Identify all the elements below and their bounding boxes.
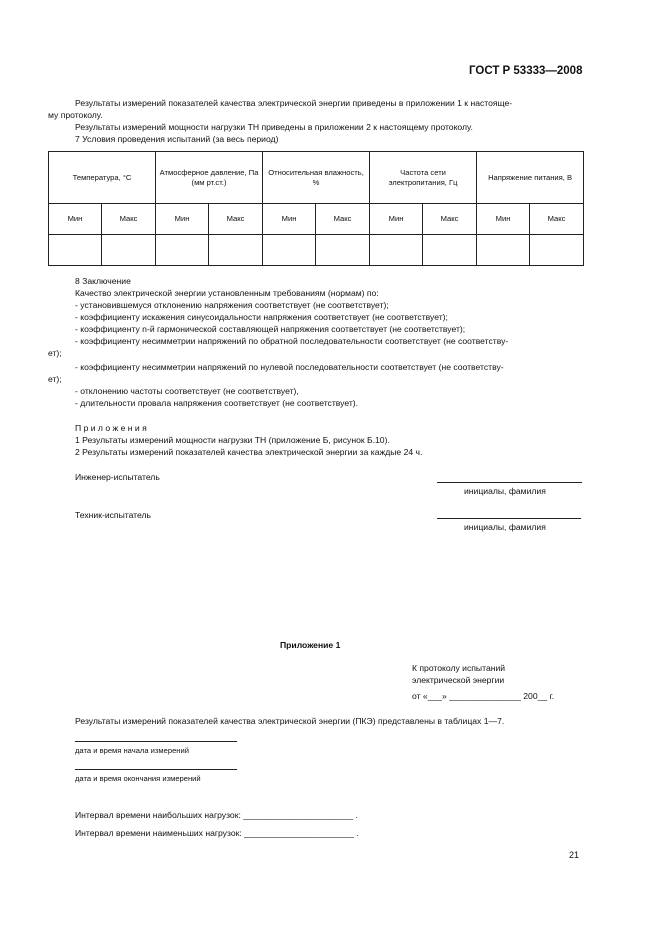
signature-role: Инженер-испытатель <box>75 472 160 482</box>
subheader-min: Мин <box>156 204 209 235</box>
max-load-interval: Интервал времени наибольших нагрузок: _______________________ . <box>75 810 358 820</box>
intro-line-1-cont: му протоколу. <box>48 110 103 120</box>
header-frequency: Частота сети электропитания, Гц <box>370 152 477 204</box>
table-header-row <box>49 152 584 204</box>
intro-line-2: Результаты измерений мощности нагрузки ТН приведены в приложении 2 к настоящему протоколу. <box>75 122 473 132</box>
annex-date-line: от «___» _______________ 200__ г. <box>412 691 555 701</box>
table-row <box>49 235 584 266</box>
min-load-interval: Интервал времени наименьших нагрузок: _______________________ . <box>75 828 359 838</box>
subheader-max: Макс <box>316 204 370 235</box>
subheader-max: Макс <box>102 204 156 235</box>
conclusion-item: - коэффициенту искажения синусоидальности напряжения соответствует (не соответствует); <box>75 312 448 322</box>
table-cell[interactable] <box>370 235 423 266</box>
header-voltage: Напряжение питания, В <box>477 152 584 204</box>
table-cell[interactable] <box>263 235 316 266</box>
conclusion-item-cont: ет); <box>48 348 62 358</box>
signature-caption: инициалы, фамилия <box>464 486 546 496</box>
subheader-min: Мин <box>49 204 102 235</box>
table-cell[interactable] <box>156 235 209 266</box>
table-cell[interactable] <box>477 235 530 266</box>
signature-caption: инициалы, фамилия <box>464 522 546 532</box>
subheader-max: Макс <box>423 204 477 235</box>
subheader-min: Мин <box>263 204 316 235</box>
signature-line[interactable] <box>437 482 582 483</box>
conclusion-lead: Качество электрической энергии установленным требованиям (нормам) по: <box>75 288 379 298</box>
section-7-title: 7 Условия проведения испытаний (за весь период) <box>75 134 279 144</box>
test-conditions-table <box>48 151 584 266</box>
appendix-item: 2 Результаты измерений показателей качества электрической энергии за каждые 24 ч. <box>75 447 423 457</box>
conclusion-item: - коэффициенту n-й гармонической составляющей напряжения соответствует (не соответствует); <box>75 324 466 334</box>
start-datetime-line[interactable] <box>75 741 237 742</box>
annex-title: Приложение 1 <box>280 640 341 650</box>
table-cell[interactable] <box>530 235 584 266</box>
annex-results-text: Результаты измерений показателей качества электрической энергии (ПКЭ) представлены в таблицах 1—7. <box>75 716 505 726</box>
conclusion-item: - коэффициенту несимметрии напряжений по нулевой последовательности соответствует (не соответству- <box>75 362 504 372</box>
subheader-min: Мин <box>370 204 423 235</box>
table-cell[interactable] <box>423 235 477 266</box>
signature-role: Техник-испытатель <box>75 510 152 520</box>
conclusion-item-cont: ет); <box>48 374 62 384</box>
intro-line-1: Результаты измерений показателей качества электрической энергии приведены в приложении 1 к настояще- <box>75 98 513 108</box>
table-cell[interactable] <box>316 235 370 266</box>
header-pressure: Атмосферное давление, Па (мм рт.ст.) <box>156 152 263 204</box>
signature-line[interactable] <box>437 518 581 519</box>
table-cell[interactable] <box>102 235 156 266</box>
table-cell[interactable] <box>209 235 263 266</box>
conclusion-item: - длительности провала напряжения соответствует (не соответствует). <box>75 398 359 408</box>
subheader-max: Макс <box>530 204 584 235</box>
header-humidity: Относительная влажность, % <box>263 152 370 204</box>
annex-ref-line-2: электрической энергии <box>412 675 505 685</box>
header-temperature: Температура, °С <box>49 152 156 204</box>
conclusion-title: 8 Заключение <box>75 276 131 286</box>
end-datetime-line[interactable] <box>75 769 237 770</box>
subheader-max: Макс <box>209 204 263 235</box>
appendices-title: П р и л о ж е н и я <box>75 423 147 433</box>
start-datetime-caption: дата и время начала измерений <box>75 746 189 755</box>
table-subheader-row <box>49 204 584 235</box>
document-id: ГОСТ Р 53333—2008 <box>469 65 583 77</box>
subheader-min: Мин <box>477 204 530 235</box>
conclusion-item: - коэффициенту несимметрии напряжений по обратной последовательности соответствует (не соответству- <box>75 336 509 346</box>
end-datetime-caption: дата и время окончания измерений <box>75 774 201 783</box>
annex-ref-line-1: К протоколу испытаний <box>412 663 506 673</box>
appendix-item: 1 Результаты измерений мощности нагрузки ТН (приложение Б, рисунок Б.10). <box>75 435 390 445</box>
page-number: 21 <box>569 850 580 860</box>
conclusion-item: - отклонению частоты соответствует (не соответствует), <box>75 386 299 396</box>
conclusion-item: - установившемуся отклонению напряжения соответствует (не соответствует); <box>75 300 389 310</box>
table-cell[interactable] <box>49 235 102 266</box>
